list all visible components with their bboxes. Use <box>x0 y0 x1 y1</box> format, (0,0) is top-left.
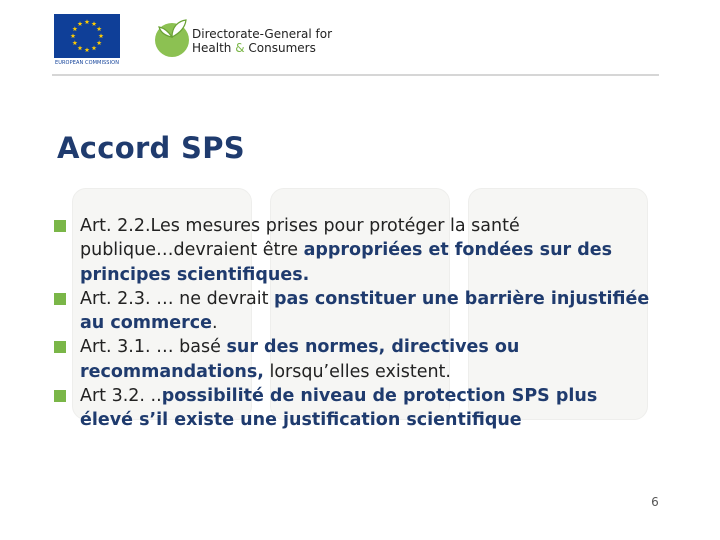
european-commission-logo <box>52 13 122 69</box>
bullet-text: Art. 3.1. … basé <box>80 337 227 358</box>
bullet-emphasis: au commerce <box>80 313 212 334</box>
bullet-text: Art. 2.3. … ne devrait <box>80 288 275 309</box>
page-number: 6 <box>651 495 659 509</box>
bullet-line <box>80 263 720 287</box>
bullet-item <box>52 384 720 433</box>
eu-star-icon <box>97 26 102 31</box>
bullet-square-icon <box>54 220 66 232</box>
bullet-emphasis: sur des normes, directives ou <box>226 337 520 358</box>
slide-header <box>0 0 720 80</box>
bullet-item <box>52 335 720 384</box>
eu-star-icon <box>85 47 90 52</box>
eu-star-icon <box>97 40 102 45</box>
eu-star-icon <box>72 40 77 45</box>
bullet-item <box>52 287 720 336</box>
eu-star-icon <box>72 26 77 31</box>
dg-name-ampersand: & <box>235 41 245 55</box>
bullet-line <box>80 287 720 311</box>
bullet-line <box>80 214 720 238</box>
dg-name-health: Health <box>192 41 236 55</box>
bullet-text: lorsqu’elles existent. <box>263 361 451 382</box>
dg-name-line2 <box>192 41 332 55</box>
slide-title: Accord SPS <box>57 131 245 165</box>
eu-caption: EUROPEAN COMMISSION <box>54 60 120 66</box>
eu-star-icon <box>71 33 76 38</box>
bullet-text: Art. 2.2.Les mesures prises pour protéger la santé <box>80 216 520 236</box>
bullet-list <box>52 214 720 433</box>
bullet-text: Art 3.2. .. <box>80 386 162 407</box>
leaf-logo-icon <box>152 15 192 59</box>
bullet-line <box>80 311 720 335</box>
bullet-line <box>80 238 720 262</box>
dg-name-consumers: Consumers <box>244 41 316 55</box>
bullet-line <box>80 360 720 384</box>
bullet-text: . <box>211 313 218 334</box>
dg-name-line1: Directorate-General for <box>192 27 333 41</box>
bullet-emphasis: recommandations, <box>80 361 264 382</box>
eu-star-icon <box>78 21 83 26</box>
eu-star-icon <box>85 19 90 24</box>
dg-name <box>192 27 332 55</box>
bullet-line <box>80 384 720 408</box>
eu-star-icon <box>92 46 97 51</box>
eu-star-icon <box>92 21 97 26</box>
bullet-emphasis: appropriées et fondées sur des <box>303 240 613 261</box>
bullet-square-icon <box>54 390 66 402</box>
bullet-emphasis: possibilité de niveau de protection SPS plus <box>161 386 598 407</box>
eu-star-icon <box>99 33 104 38</box>
bullet-emphasis: pas constituer une barrière injustifiée <box>274 288 650 309</box>
dg-health-consumers-logo <box>152 15 332 60</box>
bullet-line <box>80 408 720 432</box>
header-divider <box>52 74 659 76</box>
bullet-square-icon <box>54 341 66 353</box>
bullet-text: publique…devraient être <box>80 240 304 261</box>
eu-star-icon <box>78 46 83 51</box>
eu-flag-icon <box>54 14 120 58</box>
bullet-emphasis: élevé s’il existe une justification scientifique <box>80 410 522 431</box>
bullet-line <box>80 335 720 359</box>
bullet-square-icon <box>54 293 66 305</box>
bullet-emphasis: principes scientifiques. <box>80 264 310 285</box>
bullet-item <box>52 214 720 287</box>
